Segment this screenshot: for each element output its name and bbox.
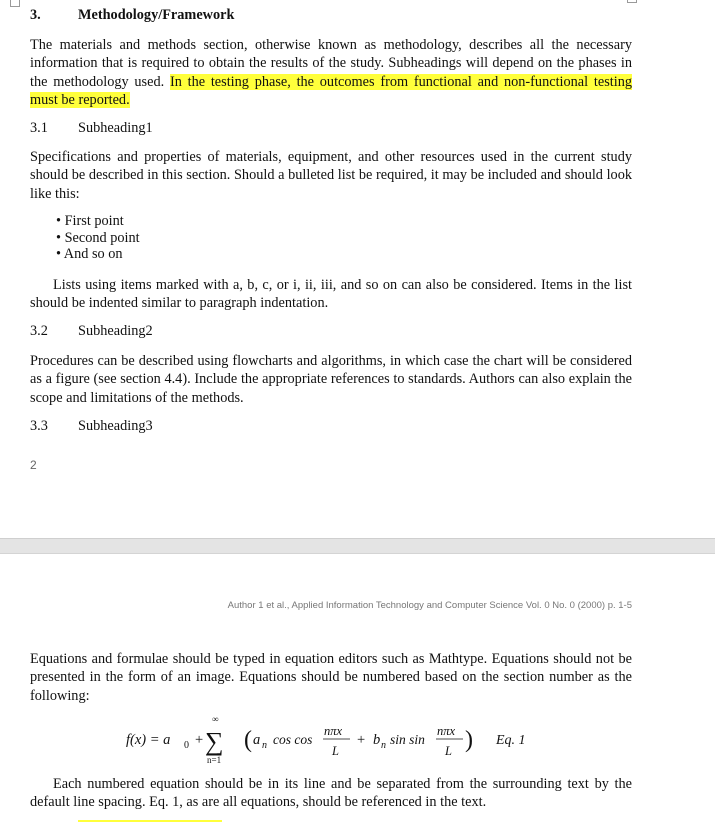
sum-lower-limit: n=1 [207, 755, 222, 765]
subheading-1 [30, 120, 153, 137]
paragraph-procedures: Procedures can be described using flowcharts and algorithms, in which case the chart will be considered as a figure (see section 4.4). Include the appropriate references to standards. Authors can also explain the scope and limitations of the methods. [30, 353, 632, 406]
term1-subscript: n [262, 740, 267, 751]
paragraph-text: The materials and methods section, otherwise known as methodology, describes all the necessary information that is required to obtain the results of the study. Subheadings will depend on the phases in the methodology used. [30, 37, 632, 90]
subheading-2 [30, 323, 153, 340]
fraction2-denominator: L [445, 744, 452, 758]
subheading-number: 3.3 [30, 418, 48, 434]
equation-1 [0, 712, 715, 768]
term1-function: cos cos [273, 732, 313, 747]
sum-upper-limit: ∞ [212, 714, 219, 724]
document-page-bottom [0, 554, 715, 822]
list-item: • Second point [56, 230, 140, 247]
section-heading [30, 7, 234, 24]
page-number: 2 [30, 458, 37, 472]
section-title: Methodology/Framework [78, 7, 235, 23]
subheading-title: Subheading2 [78, 323, 153, 339]
list-item: • First point [56, 213, 140, 230]
paragraph-specifications: Specifications and properties of materials, equipment, and other resources used in the current study should be described in this section. Should a bulleted list be required, it may be included and should look like this: [30, 149, 632, 202]
sum-symbol: ∑ [205, 727, 224, 756]
term2-coefficient: b [373, 732, 381, 748]
equation-lhs-subscript: 0 [184, 740, 189, 751]
term1-coefficient: a [253, 732, 261, 748]
subheading-number: 3.2 [30, 323, 48, 339]
term2-function: sin sin [390, 732, 425, 747]
term2-subscript: n [381, 740, 386, 751]
equation-label: Eq. 1 [496, 733, 526, 748]
section-number: 3. [30, 7, 41, 23]
page-separator [0, 538, 715, 554]
running-header: Author 1 et al., Applied Information Technology and Computer Science Vol. 0 No. 0 (2000) p. 1-5 [227, 600, 632, 611]
left-paren: ( [244, 727, 252, 753]
equation-plus: + [195, 732, 204, 748]
paragraph-methodology [30, 36, 632, 109]
bulleted-list [56, 213, 140, 263]
table-resize-handle[interactable] [627, 0, 637, 3]
list-item: • And so on [56, 246, 140, 263]
subheading-3 [30, 418, 153, 435]
fraction1-denominator: L [332, 744, 339, 758]
fraction1-numerator: nπx [324, 724, 343, 738]
paragraph-lists: Lists using items marked with a, b, c, or i, ii, iii, and so on can also be considered. Items in the list should be indented similar to paragraph indentation. [30, 277, 632, 312]
paragraph-equations: Equations and formulae should be typed in equation editors such as Mathtype. Equations should not be presented in the form of an image. Equations should be numbered based on the section number as the following: [30, 651, 632, 704]
equation-plus-2: + [357, 732, 366, 748]
subheading-title: Subheading1 [78, 120, 153, 136]
subheading-title: Subheading3 [78, 418, 153, 434]
paragraph-equation-spacing: Each numbered equation should be in its line and be separated from the surrounding text by the default line spacing. Eq. 1, as are all equations, should be referenced in the text. [30, 776, 632, 811]
right-paren: ) [465, 727, 473, 753]
subheading-number: 3.1 [30, 120, 48, 136]
equation-lhs: f(x) = a [126, 732, 171, 748]
fraction2-numerator: nπx [437, 724, 456, 738]
highlighted-text: In the testing phase, the outcomes from functional and non-functional testing must be reported. [30, 73, 632, 108]
table-move-handle[interactable] [10, 0, 20, 7]
